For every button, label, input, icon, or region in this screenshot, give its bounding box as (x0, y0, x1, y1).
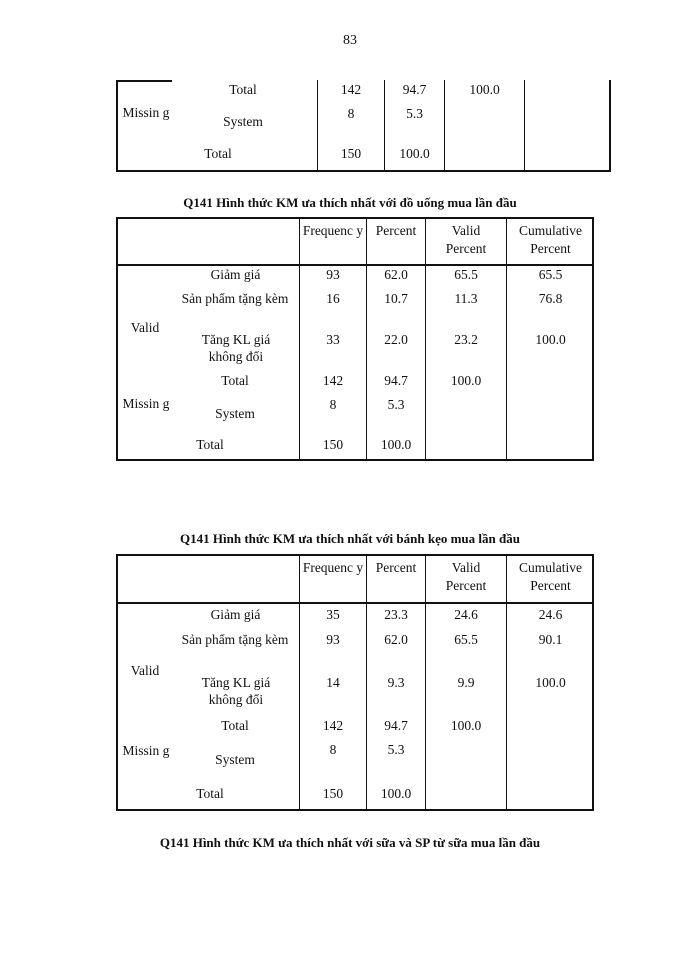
cell-percent: 5.3 (387, 742, 405, 757)
header-percent: Percent (375, 223, 417, 238)
row-label: Giảm giá (210, 267, 261, 282)
cell-percent: 10.7 (384, 291, 408, 306)
cell-cumulative-percent: 100.0 (535, 675, 566, 690)
cell-frequency: 150 (322, 786, 344, 801)
cell-valid-percent: 65.5 (454, 632, 478, 647)
missing-label: Missin g (122, 396, 170, 411)
cell-valid-percent: 65.5 (454, 267, 478, 282)
row-label: Total (196, 437, 224, 452)
cell-frequency: 93 (326, 267, 340, 282)
header-percent: Percent (375, 560, 417, 575)
cell-frequency: 142 (322, 373, 344, 388)
row-label: Total (229, 82, 257, 97)
header-valid-percent: Valid Percent (445, 223, 487, 256)
cell-valid-percent: 100.0 (450, 718, 482, 733)
cell-percent: 100.0 (380, 437, 412, 452)
cell-cumulative-percent: 100.0 (535, 332, 566, 347)
cell-frequency: 35 (326, 607, 340, 622)
row-label: System (223, 114, 263, 129)
row-label: Tăng KL giá không đổi (201, 675, 271, 707)
row-label: System (215, 406, 255, 421)
cell-percent: 23.3 (384, 607, 408, 622)
valid-label: Valid (130, 663, 160, 678)
row-label: Total (204, 146, 232, 161)
cell-frequency: 142 (340, 82, 362, 97)
cell-percent: 100.0 (380, 786, 412, 801)
cell-percent: 22.0 (384, 332, 408, 347)
row-label: Total (196, 786, 224, 801)
header-valid-percent: Valid Percent (445, 560, 487, 593)
header-frequency: Frequenc y (302, 223, 364, 238)
row-label: Giảm giá (210, 607, 261, 622)
header-frequency: Frequenc y (302, 560, 364, 575)
cell-percent: 94.7 (384, 718, 408, 733)
cell-cumulative-percent: 90.1 (538, 632, 563, 647)
cell-percent: 5.3 (387, 397, 405, 412)
cell-percent: 62.0 (384, 632, 408, 647)
cell-frequency: 93 (326, 632, 340, 647)
cell-valid-percent: 9.9 (457, 675, 475, 690)
missing-label: Missin g (122, 743, 170, 758)
cell-percent: 5.3 (406, 106, 423, 121)
frequency-table (116, 217, 594, 461)
row-label: Tăng KL giá không đổi (201, 332, 271, 364)
valid-label: Valid (130, 320, 160, 335)
cell-percent: 94.7 (384, 373, 408, 388)
frequency-table (116, 554, 594, 811)
header-cumulative-percent: Cumulative Percent (519, 223, 582, 256)
row-label: Total (221, 373, 249, 388)
top-fragment-table (116, 80, 611, 172)
cell-cumulative-percent: 24.6 (538, 607, 563, 622)
cell-valid-percent: 24.6 (454, 607, 478, 622)
row-label: Sản phẩm tặng kèm (181, 291, 289, 306)
cell-frequency: 142 (322, 718, 344, 733)
cell-percent: 62.0 (384, 267, 408, 282)
cell-valid-percent: 23.2 (454, 332, 478, 347)
cell-frequency: 8 (329, 397, 337, 412)
page-number: 83 (343, 33, 357, 48)
row-label: Sản phẩm tặng kèm (181, 632, 289, 647)
cell-frequency: 8 (329, 742, 337, 757)
cell-valid-percent: 100.0 (450, 373, 482, 388)
cell-frequency: 33 (326, 332, 340, 347)
cell-frequency: 150 (322, 437, 344, 452)
row-label: Total (221, 718, 249, 733)
cell-percent: 100.0 (399, 146, 430, 161)
cell-cumulative-percent: 65.5 (538, 267, 563, 282)
table-title: Q141 Hình thức KM ưa thích nhất với bánh kẹo mua lần đầu (180, 531, 520, 546)
cell-percent: 94.7 (402, 82, 427, 97)
table-title: Q141 Hình thức KM ưa thích nhất với đồ uống mua lần đầu (183, 195, 517, 210)
cell-frequency: 14 (326, 675, 340, 690)
cell-frequency: 16 (326, 291, 340, 306)
cell-cumulative-percent: 76.8 (538, 291, 563, 306)
cell-valid-percent: 11.3 (454, 291, 478, 306)
cell-valid-percent: 100.0 (469, 82, 500, 97)
cell-percent: 9.3 (387, 675, 405, 690)
cell-frequency: 150 (340, 146, 362, 161)
table-title: Q141 Hình thức KM ưa thích nhất với sữa và SP từ sữa mua lần đầu (159, 835, 541, 850)
row-label: System (215, 752, 255, 767)
header-cumulative-percent: Cumulative Percent (519, 560, 582, 593)
cell-frequency: 8 (347, 106, 355, 121)
missing-label: Missin g (122, 105, 170, 120)
